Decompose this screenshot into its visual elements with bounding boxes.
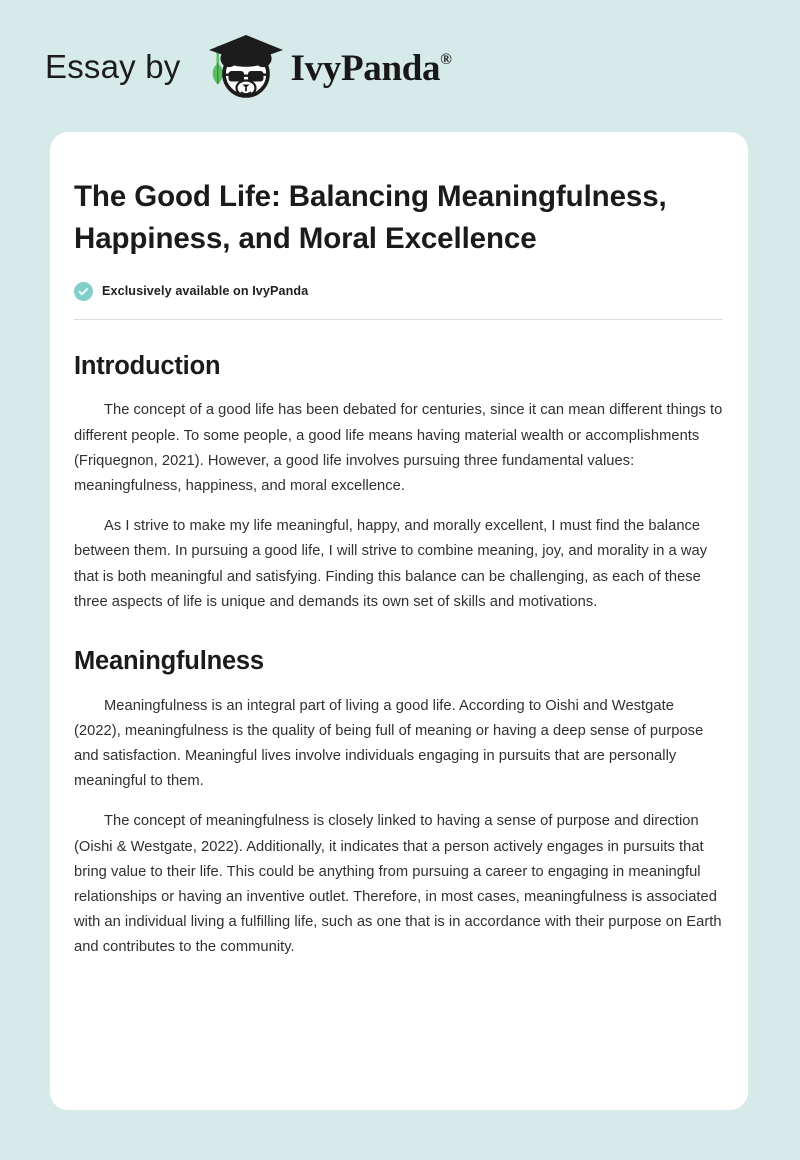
body-paragraph: The concept of a good life has been debated for centuries, since it can mean different things to different people. To some people, a good life means having material wealth or accomplishments (Friquegnon, 2021). However, a good life involves pursuing three fundamental values: meaningfulness, happiness, and moral excellence.	[74, 402, 723, 494]
ivypanda-brand[interactable]	[199, 30, 452, 102]
body-paragraph: The concept of meaningfulness is closely linked to having a sense of purpose and direction (Oishi & Westgate, 2022). Additionally, it indicates that a person actively engages in pursuits that bring value to their life. This could be anything from pursuing a career to engaging in meaningful relationships or having an inventive outlet. Therefore, in most cases, meaningfulness is associated with an individual living a fulfilling life, such as one that is in accordance with their purpose on Earth and contributes to the community.	[74, 813, 722, 956]
body-paragraph: As I strive to make my life meaningful, happy, and morally excellent, I must find the balance between them. In pursuing a good life, I will strive to combine meaning, joy, and morality in a way that is both meaningful and satisfying. Finding this balance can be challenging, as each of these three aspects of life is unique and demands its own set of skills and motivations.	[74, 518, 708, 610]
section-heading: Meaningfulness	[74, 646, 264, 675]
brand-name-text: IvyPanda	[290, 47, 441, 89]
check-circle-icon	[74, 282, 93, 301]
exclusivity-badge-label: Exclusively available on IvyPanda	[102, 284, 309, 299]
section-heading: Introduction	[74, 351, 221, 380]
exclusivity-badge	[74, 282, 723, 301]
page-title: The Good Life: Balancing Meaningfulness, Happiness, and Moral Excellence	[74, 180, 667, 255]
section-introduction	[74, 351, 723, 615]
site-header	[0, 0, 800, 132]
document-card	[50, 132, 748, 1110]
registered-trademark-symbol: ®	[440, 50, 452, 68]
section-meaningfulness	[74, 646, 723, 961]
body-paragraph: Meaningfulness is an integral part of living a good life. According to Oishi and Westgate (2022), meaningfulness is the quality of being full of meaning or having a deep sense of purpose and satisfaction. Meaningful lives involve individuals engaging in pursuits that are personally meaningful to them.	[74, 697, 704, 790]
essay-by-label: Essay by	[45, 47, 181, 85]
title-divider	[74, 319, 723, 320]
panda-graduate-icon	[199, 30, 291, 102]
brand-wordmark	[290, 47, 452, 89]
